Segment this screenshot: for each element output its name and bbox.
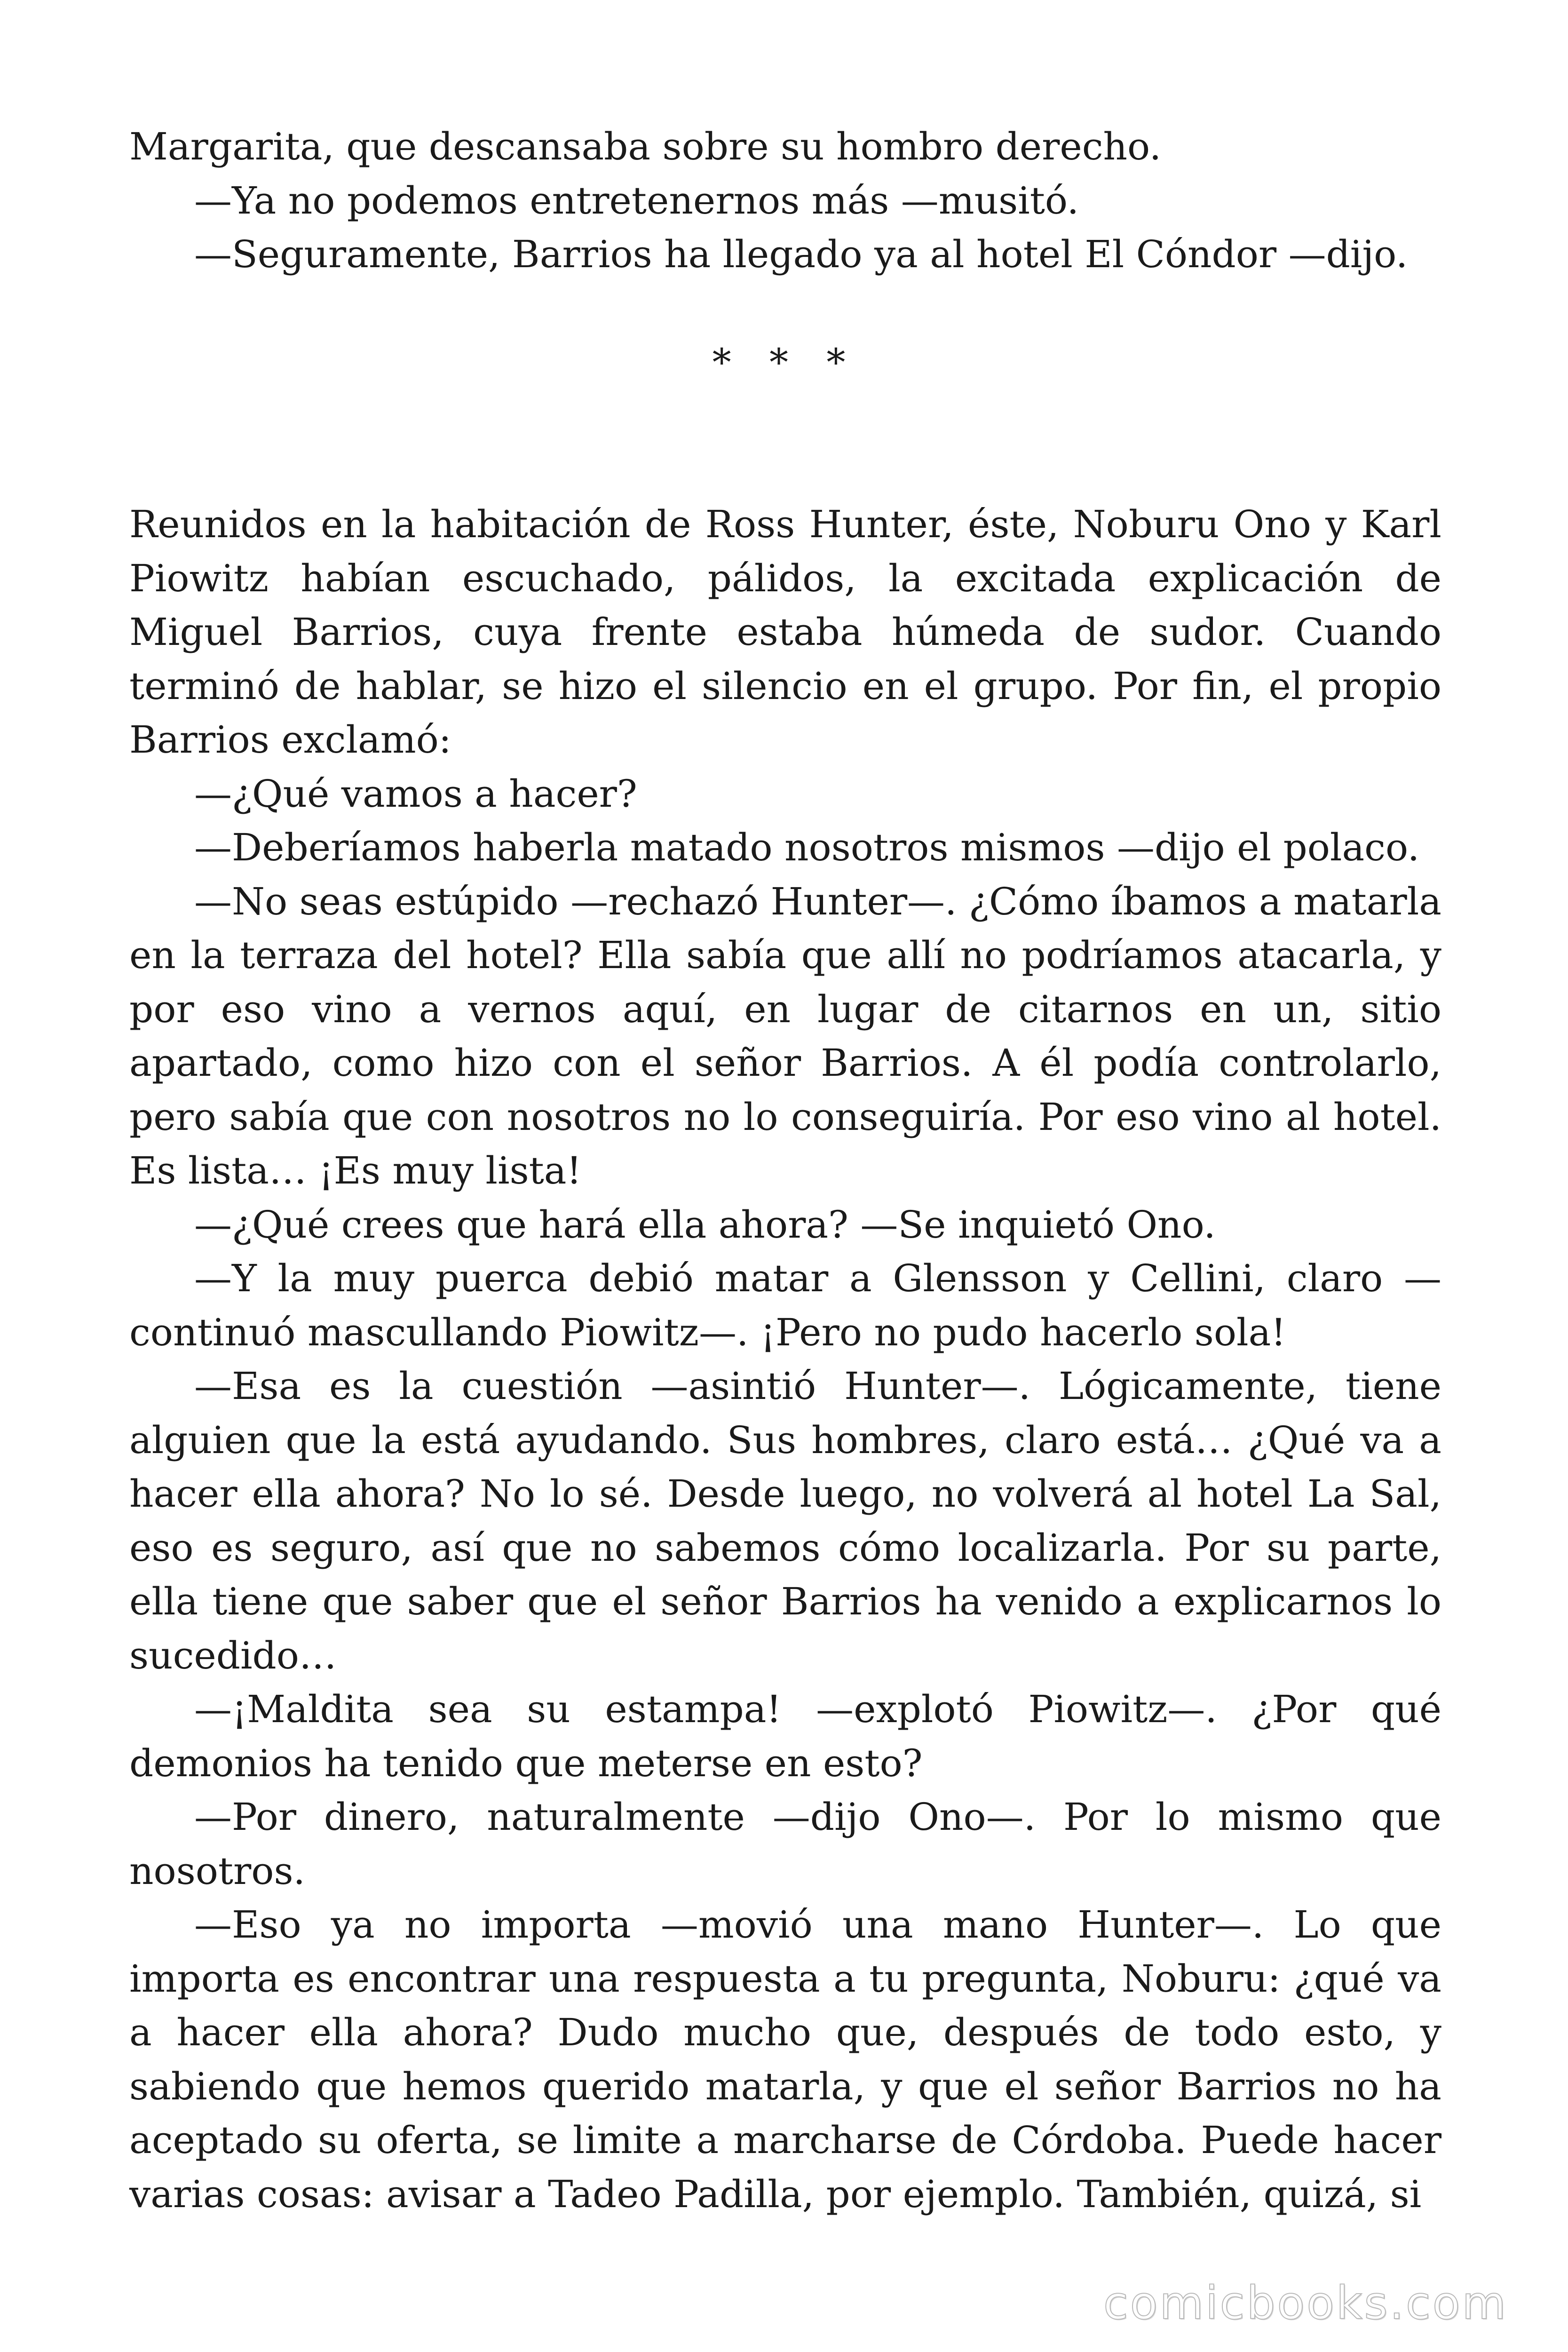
paragraph: —Ya no podemos entretenernos más —musitó. [194, 178, 1079, 222]
paragraph-group-top [129, 120, 1441, 282]
body-text [129, 120, 1441, 2221]
paragraph: —Deberíamos haberla matado nosotros mismos —dijo el polaco. [194, 826, 1420, 869]
paragraph: —Eso ya no importa —movió una mano Hunter—. Lo que importa es encontrar una respuesta a tu pregunta, Noburu: ¿qué va a hacer ella ahora? Dudo mucho que, después de todo esto, y sabiendo que hemos querido matarla, y que el señor Barrios no ha aceptado su oferta, se limite a marcharse de Córdoba. Puede hacer varias cosas: avisar a Tadeo Padilla, por ejemplo. También, quizá, si [129, 1903, 1441, 2216]
paragraph: Margarita, que descansaba sobre su hombro derecho. [129, 125, 1162, 168]
paragraph: —Esa es la cuestión —asintió Hunter—. Lógicamente, tiene alguien que la está ayudando. Sus hombres, claro está… ¿Qué va a hacer ella ahora? No lo sé. Desde luego, no volverá al hotel La Sal, eso es seguro, así que no sabemos cómo localizarla. Por su parte, ella tiene que saber que el señor Barrios ha venido a explicarnos lo sucedido… [129, 1364, 1441, 1677]
paragraph: Reunidos en la habitación de Ross Hunter, éste, Noburu Ono y Karl Piowitz habían escuchado, pálidos, la excitada explicación de Miguel Barrios, cuya frente estaba húmeda de sudor. Cuando terminó de hablar, se hizo el silencio en el grupo. Por fin, el propio Barrios exclamó: [129, 502, 1441, 762]
paragraph: —No seas estúpido —rechazó Hunter—. ¿Cómo íbamos a matarla en la terraza del hotel? Ella sabía que allí no podríamos atacarla, y por eso vino a vernos aquí, en lugar de citarnos en un, sitio apartado, como hizo con el señor Barrios. A él podía controlarlo, pero sabía que con nosotros no lo conseguiría. Por eso vino al hotel. Es lista… ¡Es muy lista! [129, 879, 1441, 1192]
paragraph: —¿Qué vamos a hacer? [194, 771, 637, 816]
paragraph-group-bottom [129, 498, 1441, 2221]
watermark: comicbooks.com [1103, 2277, 1508, 2329]
paragraph: —¿Qué crees que hará ella ahora? —Se inquietó Ono. [194, 1202, 1216, 1247]
paragraph: —Y la muy puerca debió matar a Glensson y Cellini, claro —continuó mascullando Piowitz—. ¡Pero no pudo hacerlo sola! [129, 1256, 1441, 1354]
paragraph: —Por dinero, naturalmente —dijo Ono—. Por lo mismo que nosotros. [129, 1795, 1441, 1893]
paragraph: —¡Maldita sea su estampa! —explotó Piowitz—. ¿Por qué demonios ha tenido que meterse en esto? [129, 1687, 1441, 1785]
paragraph: —Seguramente, Barrios ha llegado ya al hotel El Cóndor —dijo. [194, 232, 1408, 276]
scene-break: * * * [712, 340, 859, 384]
